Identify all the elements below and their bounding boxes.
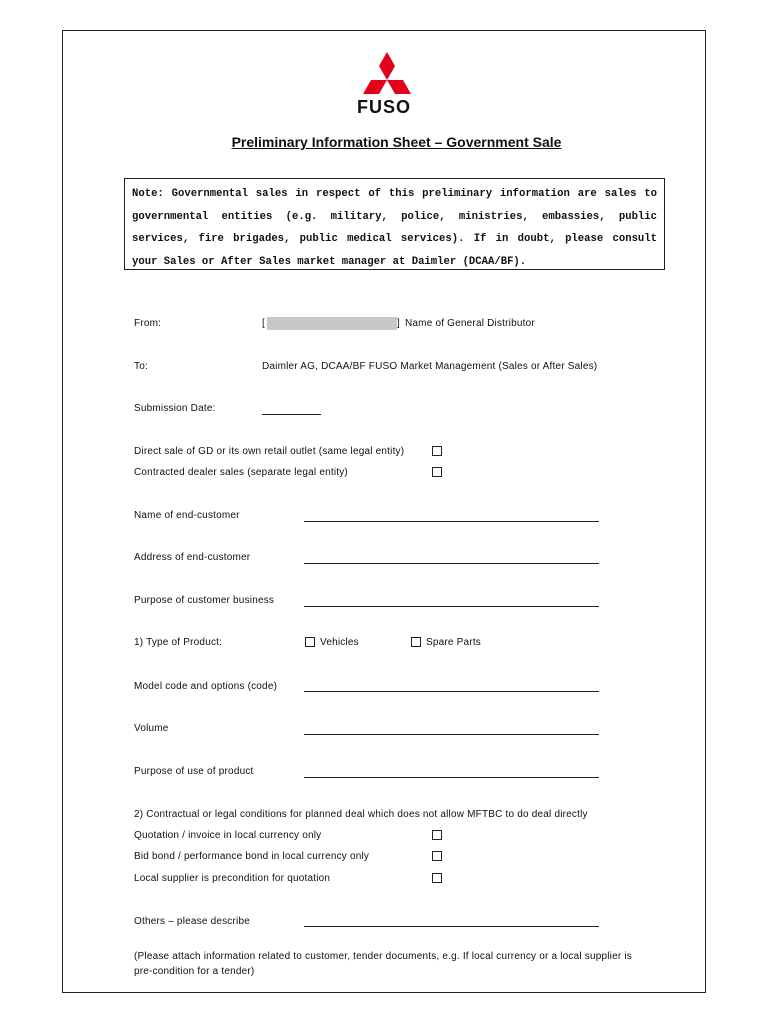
end-customer-address-field[interactable] xyxy=(304,563,599,564)
sale-type-dealer-label: Contracted dealer sales (separate legal entity) xyxy=(134,467,348,478)
end-customer-name-label: Name of end-customer xyxy=(134,510,240,521)
condition-bid-bond-checkbox[interactable] xyxy=(432,851,442,861)
product-type-label: 1) Type of Product: xyxy=(134,637,223,648)
end-customer-name-field[interactable] xyxy=(304,521,599,522)
sale-type-direct-label: Direct sale of GD or its own retail outlet (same legal entity) xyxy=(134,446,405,457)
page-title: Preliminary Information Sheet – Government Sale xyxy=(231,134,562,150)
customer-business-purpose-label: Purpose of customer business xyxy=(134,595,275,606)
to-label: To: xyxy=(134,361,148,372)
bracket-open: [ xyxy=(262,318,265,329)
volume-label: Volume xyxy=(134,723,169,734)
vehicles-label: Vehicles xyxy=(320,637,359,648)
others-field[interactable] xyxy=(304,926,599,927)
product-use-purpose-field[interactable] xyxy=(304,777,599,778)
customer-business-purpose-field[interactable] xyxy=(304,606,599,607)
spare-parts-label: Spare Parts xyxy=(426,637,482,648)
vehicles-checkbox[interactable] xyxy=(305,637,315,647)
condition-local-currency-label: Quotation / invoice in local currency only xyxy=(134,830,322,841)
general-distributor-label: Name of General Distributor xyxy=(405,318,535,329)
condition-local-currency-checkbox[interactable] xyxy=(432,830,442,840)
others-label: Others – please describe xyxy=(134,916,250,927)
model-code-label: Model code and options (code) xyxy=(134,681,278,692)
condition-local-supplier-checkbox[interactable] xyxy=(432,873,442,883)
sale-type-dealer-checkbox[interactable] xyxy=(432,467,442,477)
distributor-name-field[interactable] xyxy=(267,317,397,330)
volume-field[interactable] xyxy=(304,734,599,735)
product-use-purpose-label: Purpose of use of product xyxy=(134,766,254,777)
bracket-close: ] xyxy=(397,318,400,329)
conditions-heading: 2) Contractual or legal conditions for planned deal which does not allow MFTBC to do deal directly xyxy=(134,809,588,820)
submission-date-label: Submission Date: xyxy=(134,403,216,414)
spare-parts-checkbox[interactable] xyxy=(411,637,421,647)
condition-local-supplier-label: Local supplier is precondition for quotation xyxy=(134,873,331,884)
to-value: Daimler AG, DCAA/BF FUSO Market Management (Sales or After Sales) xyxy=(262,361,598,372)
end-customer-address-label: Address of end-customer xyxy=(134,552,251,563)
footer-note-line2: pre-condition for a tender) xyxy=(134,966,255,977)
sale-type-direct-checkbox[interactable] xyxy=(432,446,442,456)
from-label: From: xyxy=(134,318,162,329)
note-box: Note: Governmental sales in respect of this preliminary information are sales to governmental entities (e.g. military, police, ministries, embassies, public services, fire brigades, public medical services). If in doubt, please consult your Sales or After Sales market manager at Daimler (DCAA/BF). xyxy=(124,178,665,270)
brand-wordmark: FUSO xyxy=(356,97,411,117)
model-code-field[interactable] xyxy=(304,691,599,692)
condition-bid-bond-label: Bid bond / performance bond in local currency only xyxy=(134,851,370,862)
submission-date-field[interactable] xyxy=(262,414,321,415)
footer-note-line1: (Please attach information related to customer, tender documents, e.g. If local currency or a local supplier is xyxy=(134,951,632,962)
